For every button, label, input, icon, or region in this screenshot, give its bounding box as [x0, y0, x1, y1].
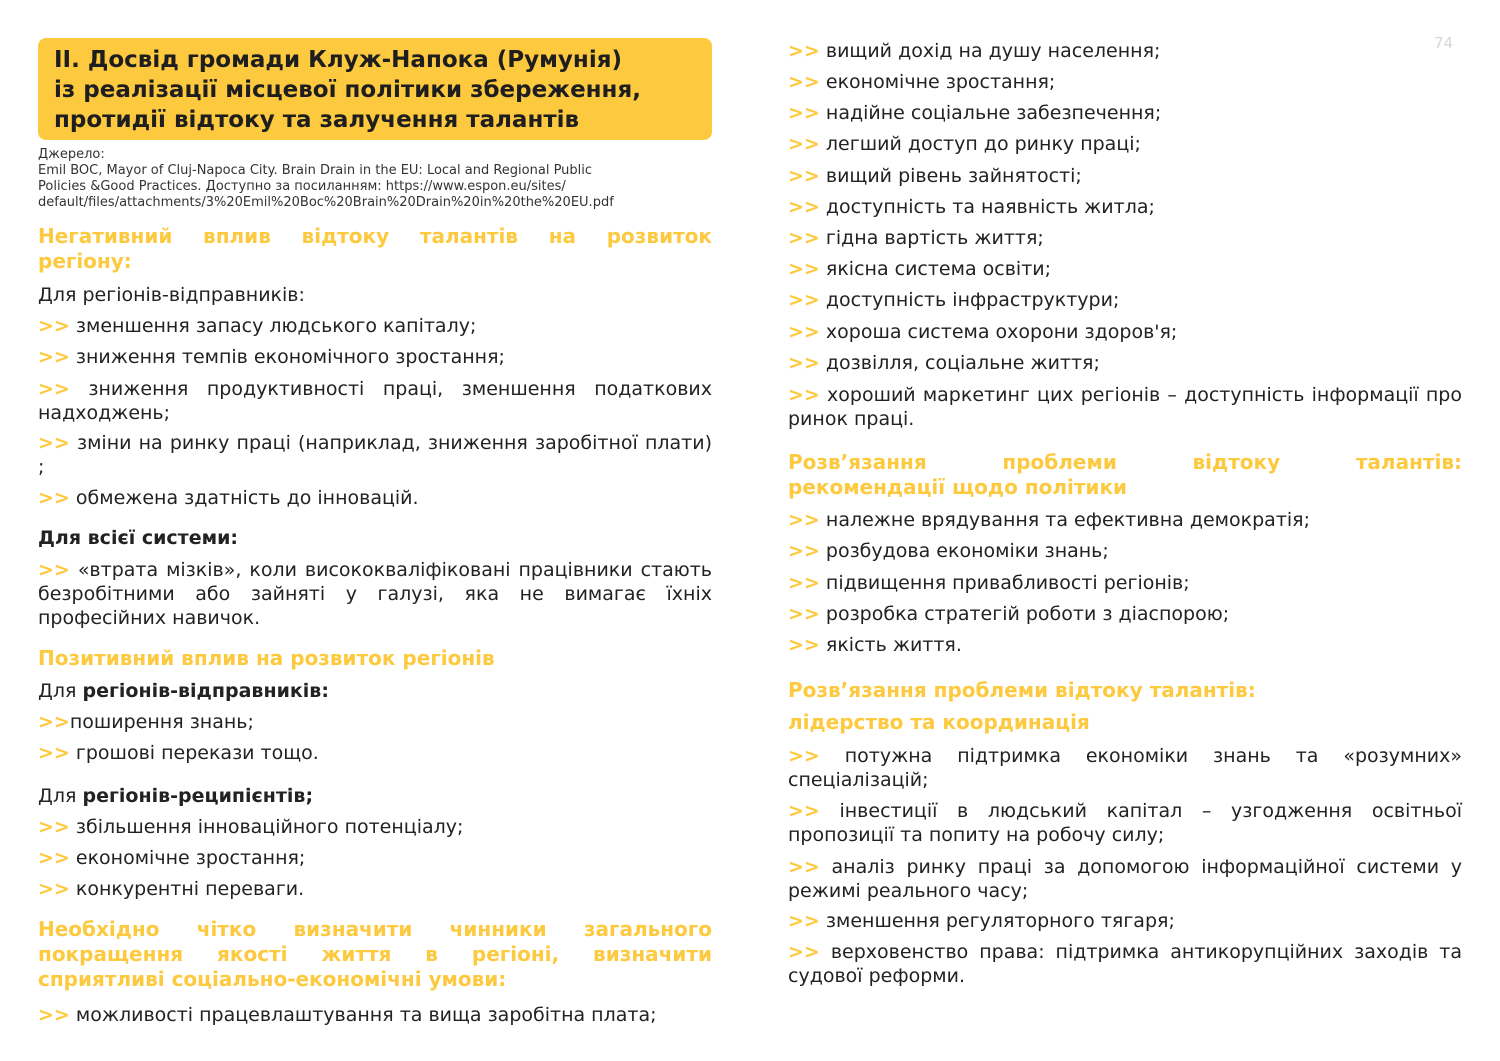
- list-item-text: обмежена здатність до інновацій.: [75, 487, 419, 509]
- list-item-text: поширення знань;: [69, 711, 254, 733]
- list-item: [38, 345, 712, 369]
- heading-line: Розв’язання проблеми відтоку талантів:: [788, 450, 1462, 474]
- list-item: [788, 70, 1462, 94]
- list-item: [38, 877, 712, 901]
- arrow-icon: >>: [38, 878, 70, 900]
- list-item: [788, 799, 1462, 847]
- arrow-icon: >>: [788, 289, 820, 311]
- list-item-text: зміни на ринку праці (наприклад, зниження заробітної плати) ;: [38, 432, 713, 478]
- negative-impact-heading: [38, 224, 712, 274]
- list-item-text: «втрата мізків», коли висококваліфіковані працівники стають безробітними або зайняті у галузі, яка не вимагає їхніх професійних навичок.: [38, 559, 712, 629]
- list-item: [788, 351, 1462, 375]
- list-item-text: дозвілля, соціальне життя;: [825, 352, 1100, 374]
- list-item-text: якісна система освіти;: [825, 258, 1052, 280]
- arrow-icon: >>: [788, 102, 820, 124]
- list-item-text: хороша система охорони здоров'я;: [825, 321, 1178, 343]
- arrow-icon: >>: [38, 559, 70, 581]
- heading-line: Необхідно чітко визначити чинники загального: [38, 917, 712, 941]
- label-prefix: Для: [38, 680, 83, 702]
- list-item: [788, 288, 1462, 312]
- arrow-icon: >>: [788, 572, 820, 594]
- list-item-text: доступність інфраструктури;: [825, 289, 1120, 311]
- list-item-text: грошові перекази тощо.: [75, 742, 319, 764]
- title-line-2: із реалізації місцевої політики збереження,: [54, 77, 641, 103]
- list-item: [38, 431, 712, 479]
- heading-line: регіону:: [38, 249, 132, 273]
- list-item: [38, 846, 712, 870]
- list-item-text: розбудова економіки знань;: [825, 540, 1109, 562]
- label-prefix: Для: [38, 785, 83, 807]
- list-item-text: гідна вартість життя;: [825, 227, 1044, 249]
- list-item-text: вищий рівень зайнятості;: [825, 165, 1082, 187]
- arrow-icon: >>: [788, 941, 820, 963]
- list-item: [788, 320, 1462, 344]
- source-line-1: Emil BOC, Mayor of Cluj-Napoca City. Brain Drain in the EU: Local and Regional Public: [38, 163, 593, 178]
- list-item: [38, 486, 712, 510]
- arrow-icon: >>: [38, 346, 70, 368]
- source-label: Джерело:: [38, 147, 105, 162]
- arrow-icon: >>: [788, 603, 820, 625]
- title-line-3: протидії відтоку та залучення талантів: [54, 107, 580, 133]
- list-item-text: вищий дохід на душу населення;: [825, 40, 1161, 62]
- arrow-icon: >>: [38, 432, 70, 454]
- arrow-icon: >>: [788, 71, 820, 93]
- list-item: [788, 633, 1462, 657]
- policy-heading: [788, 450, 1462, 500]
- list-item: [788, 539, 1462, 563]
- arrow-icon: >>: [788, 165, 820, 187]
- list-item: [788, 571, 1462, 595]
- list-item: [788, 195, 1462, 219]
- arrow-icon: >>: [788, 509, 820, 531]
- list-item: [788, 383, 1462, 431]
- list-item: [788, 164, 1462, 188]
- list-item-text: хороший маркетинг цих регіонів – доступність інформації про ринок праці.: [788, 384, 1462, 430]
- title-line-1: II. Досвід громади Клуж-Напока (Румунія): [54, 47, 622, 73]
- list-item-text: належне врядування та ефективна демократія;: [825, 509, 1310, 531]
- label-bold: регіонів-реципієнтів;: [82, 785, 314, 807]
- list-item: [788, 101, 1462, 125]
- source-line-2: Policies &Good Practices. Доступно за посиланням: https://www.espon.eu/sites/: [38, 179, 566, 194]
- list-item: [38, 741, 712, 765]
- arrow-icon: >>: [38, 816, 70, 838]
- list-item: [788, 940, 1462, 988]
- recipients-label: [38, 784, 712, 808]
- list-item: [38, 710, 712, 734]
- heading-line: рекомендації щодо політики: [788, 475, 1128, 499]
- arrow-icon: >>: [788, 352, 820, 374]
- system-label: Для всієї системи:: [38, 527, 239, 549]
- list-item-text: надійне соціальне забезпечення;: [825, 102, 1162, 124]
- list-item: [788, 257, 1462, 281]
- list-item-text: економічне зростання;: [75, 847, 306, 869]
- list-item-text: аналіз ринку праці за допомогою інформаційної системи у режимі реального часу;: [788, 856, 1462, 902]
- list-item-text: можливості працевлаштування та вища заробітна плата;: [75, 1004, 657, 1026]
- arrow-icon: >>: [788, 40, 820, 62]
- list-item-text: підвищення привабливості регіонів;: [825, 572, 1190, 594]
- label-bold: регіонів-відправників:: [82, 680, 329, 702]
- list-item-text: економічне зростання;: [825, 71, 1056, 93]
- list-item: [788, 226, 1462, 250]
- arrow-icon: >>: [788, 800, 820, 822]
- list-item-text: верховенство права: підтримка антикорупційних заходів та судової реформи.: [788, 941, 1463, 987]
- page-number: 74: [1434, 34, 1454, 52]
- list-item-text: інвестиції в людський капітал – узгодження освітньої пропозиції та попиту на робочу силу;: [788, 800, 1462, 846]
- arrow-icon: >>: [788, 634, 820, 656]
- heading-line: Негативний вплив відтоку талантів на розвиток: [38, 224, 712, 248]
- list-item: [788, 744, 1462, 792]
- arrow-icon: >>: [788, 258, 820, 280]
- list-item: [38, 377, 712, 425]
- list-item: [788, 855, 1462, 903]
- heading-line: лідерство та координація: [788, 710, 1090, 734]
- list-item-text: зниження темпів економічного зростання;: [75, 346, 505, 368]
- arrow-icon: >>: [788, 227, 820, 249]
- heading-line: сприятливі соціально-економічні умови:: [38, 967, 507, 991]
- arrow-icon: >>: [38, 847, 70, 869]
- arrow-icon: >>: [38, 711, 70, 733]
- list-item-text: розробка стратегій роботи з діаспорою;: [825, 603, 1230, 625]
- arrow-icon: >>: [788, 196, 820, 218]
- quality-of-life-heading: [38, 917, 712, 992]
- arrow-icon: >>: [788, 384, 820, 406]
- leadership-heading: [788, 678, 1462, 735]
- list-item: [38, 558, 712, 630]
- arrow-icon: >>: [38, 315, 70, 337]
- list-item-text: зниження продуктивності праці, зменшення податкових надходжень;: [38, 378, 712, 424]
- senders-label: [38, 679, 712, 703]
- arrow-icon: >>: [788, 856, 820, 878]
- arrow-icon: >>: [38, 1004, 70, 1026]
- list-item-text: зменшення регуляторного тягаря;: [825, 910, 1175, 932]
- list-item: [38, 1003, 712, 1027]
- list-item: [788, 602, 1462, 626]
- list-item-text: збільшення інноваційного потенціалу;: [75, 816, 464, 838]
- heading-line: Розв’язання проблеми відтоку талантів:: [788, 678, 1256, 702]
- arrow-icon: >>: [788, 910, 820, 932]
- source-citation: [38, 147, 712, 211]
- source-line-3: default/files/attachments/3%20Emil%20Boc%20Brain%20Drain%20in%20the%20EU.pdf: [38, 195, 614, 210]
- senders-label: Для регіонів-відправників:: [38, 284, 305, 306]
- list-item: [788, 39, 1462, 63]
- list-item-text: якість життя.: [825, 634, 962, 656]
- title-banner: [38, 38, 712, 140]
- arrow-icon: >>: [38, 378, 70, 400]
- positive-impact-heading: Позитивний вплив на розвиток регіонів: [38, 646, 495, 670]
- list-item: [788, 909, 1462, 933]
- list-item-text: потужна підтримка економіки знань та «розумних» спеціалізацій;: [788, 745, 1462, 791]
- list-item-text: конкурентні переваги.: [75, 878, 305, 900]
- heading-line: покращення якості життя в регіоні, визначити: [38, 942, 712, 966]
- list-item-text: зменшення запасу людського капіталу;: [75, 315, 477, 337]
- list-item-text: легший доступ до ринку праці;: [825, 133, 1141, 155]
- arrow-icon: >>: [38, 487, 70, 509]
- arrow-icon: >>: [788, 321, 820, 343]
- list-item: [38, 314, 712, 338]
- list-item: [788, 132, 1462, 156]
- arrow-icon: >>: [788, 133, 820, 155]
- arrow-icon: >>: [788, 540, 820, 562]
- list-item: [38, 815, 712, 839]
- list-item-text: доступність та наявність житла;: [825, 196, 1155, 218]
- arrow-icon: >>: [788, 745, 820, 767]
- arrow-icon: >>: [38, 742, 70, 764]
- list-item: [788, 508, 1462, 532]
